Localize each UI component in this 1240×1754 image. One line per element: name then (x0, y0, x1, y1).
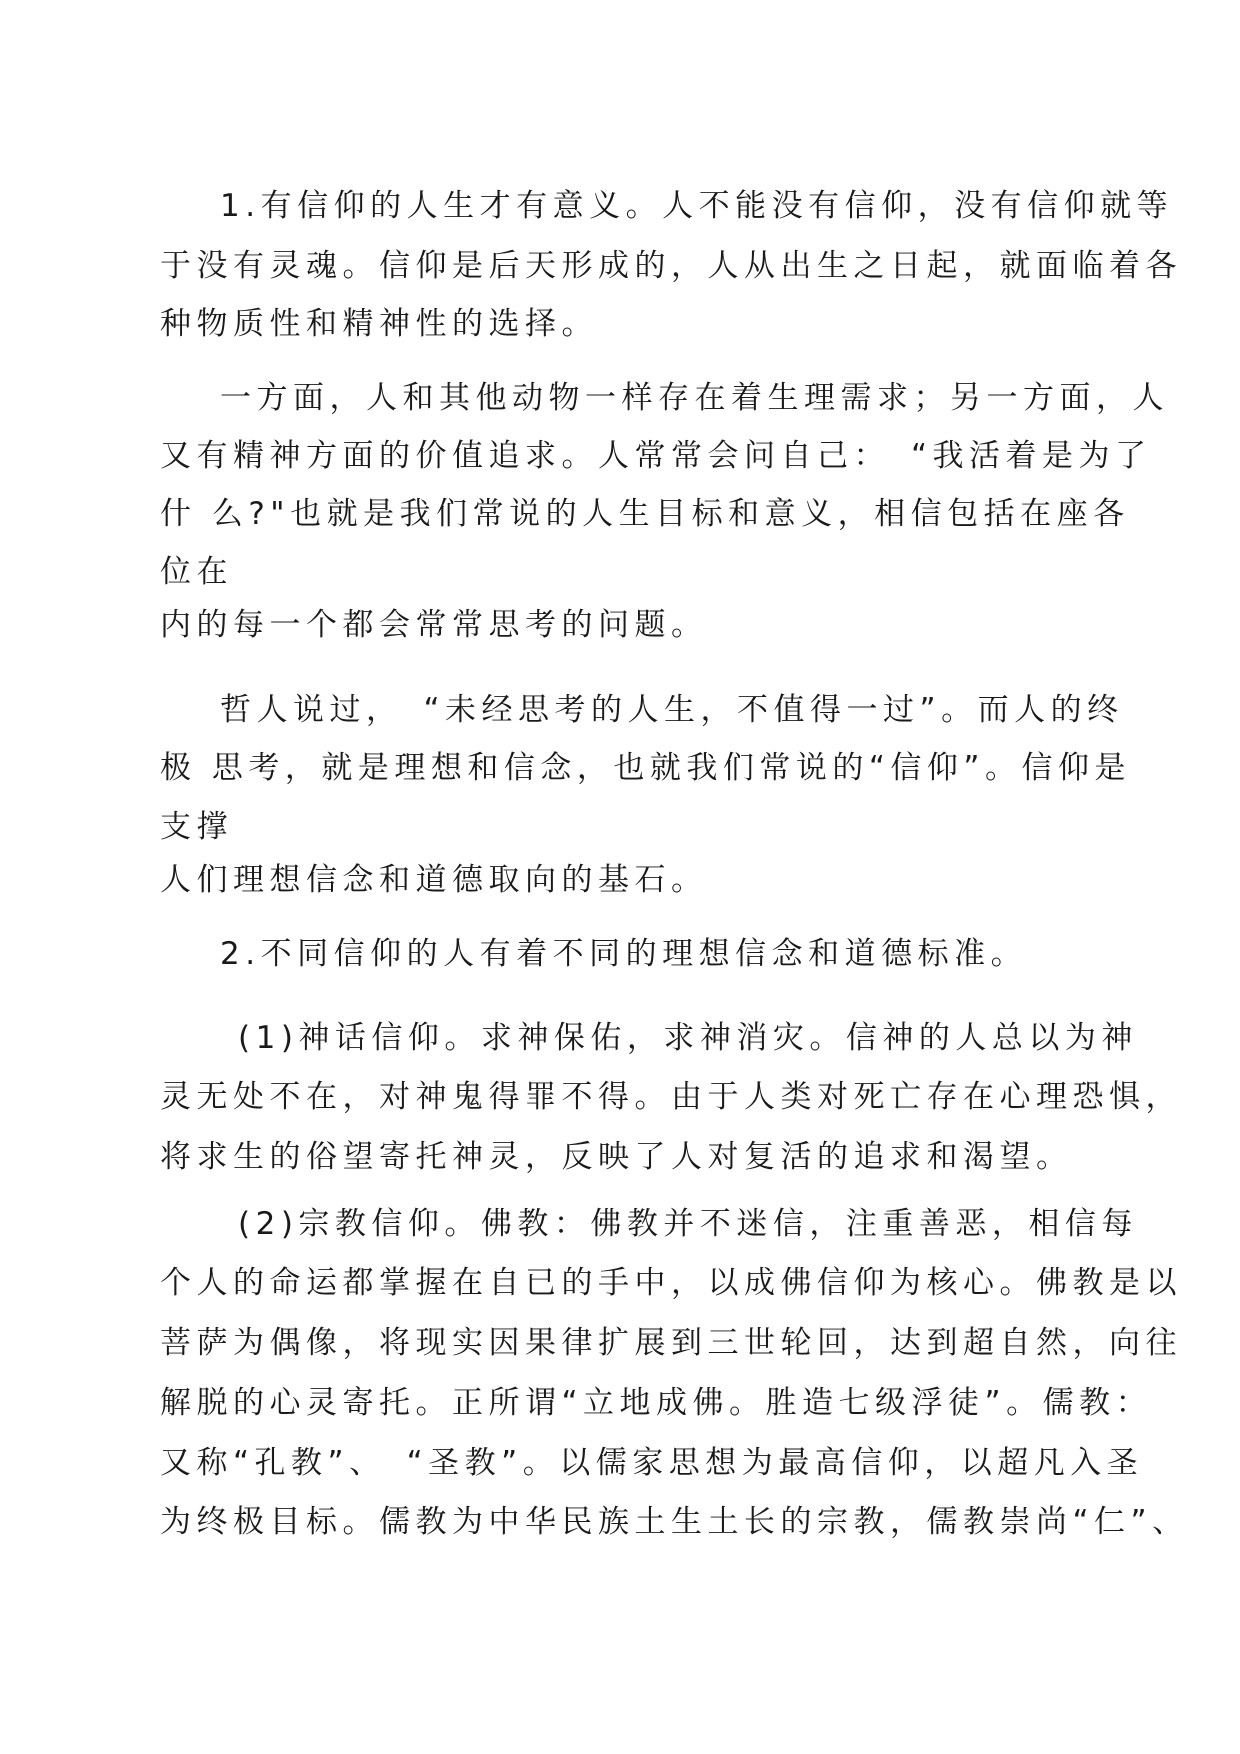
paragraph-6-line-1: (2)宗教信仰。佛教：佛教并不迷信，注重善恶，相信每 (238, 1206, 1138, 1242)
paragraph-3-line-2: 极 思考，就是理想和信念，也就我们常说的“信仰”。信仰是 (160, 750, 1131, 786)
paragraph-2-line-3: 什 么?"也就是我们常说的人生目标和意义，相信包括在座各 (160, 496, 1130, 532)
paragraph-2-line-2: 又有精神方面的价值追求。人常常会问自己： “我活着是为了 (160, 438, 1152, 474)
paragraph-2-line-5: 内的每一个都会常常思考的问题。 (160, 607, 708, 643)
paragraph-6-line-2: 个人的命运都掌握在自已的手中，以成佛信仰为核心。佛教是以 (160, 1265, 1182, 1301)
paragraph-5-line-2: 灵无处不在，对神鬼得罪不得。由于人类对死亡存在心理恐惧， (160, 1079, 1182, 1115)
paragraph-4-line-1: 2.不同信仰的人有着不同的理想信念和道德标准。 (220, 936, 1028, 972)
paragraph-3-line-4: 人们理想信念和道德取向的基石。 (160, 862, 708, 898)
paragraph-6-line-4: 解脱的心灵寄托。正所谓“立地成佛。胜造七级浮徒”。儒教： (160, 1385, 1153, 1421)
paragraph-5-line-1: (1)神话信仰。求神保佑，求神消灾。信神的人总以为神 (238, 1020, 1138, 1056)
paragraph-1-line-3: 种物质性和精神性的选择。 (160, 306, 598, 342)
paragraph-6-line-6: 为终极目标。儒教为中华民族土生土长的宗教，儒教崇尚“仁”、 (160, 1504, 1189, 1540)
paragraph-3-line-3: 支撑 (160, 809, 233, 845)
paragraph-2-line-4: 位在 (160, 554, 233, 590)
paragraph-1-line-1: 1.有信仰的人生才有意义。人不能没有信仰，没有信仰就等 (220, 188, 1174, 224)
paragraph-1-line-2: 于没有灵魂。信仰是后天形成的，人从出生之日起，就面临着各 (160, 248, 1182, 284)
paragraph-3-line-1: 哲人说过， “未经思考的人生，不值得一过”。而人的终 (220, 692, 1124, 728)
paragraph-6-line-3: 菩萨为偶像，将现实因果律扩展到三世轮回，达到超自然，向往 (160, 1325, 1182, 1361)
paragraph-5-line-3: 将求生的俗望寄托神灵，反映了人对复活的追求和渴望。 (160, 1139, 1073, 1175)
paragraph-2-line-1: 一方面，人和其他动物一样存在着生理需求；另一方面，人 (220, 380, 1169, 416)
paragraph-6-line-5: 又称“孔教”、 “圣教”。以儒家思想为最高信仰，以超凡入圣 (160, 1445, 1144, 1481)
